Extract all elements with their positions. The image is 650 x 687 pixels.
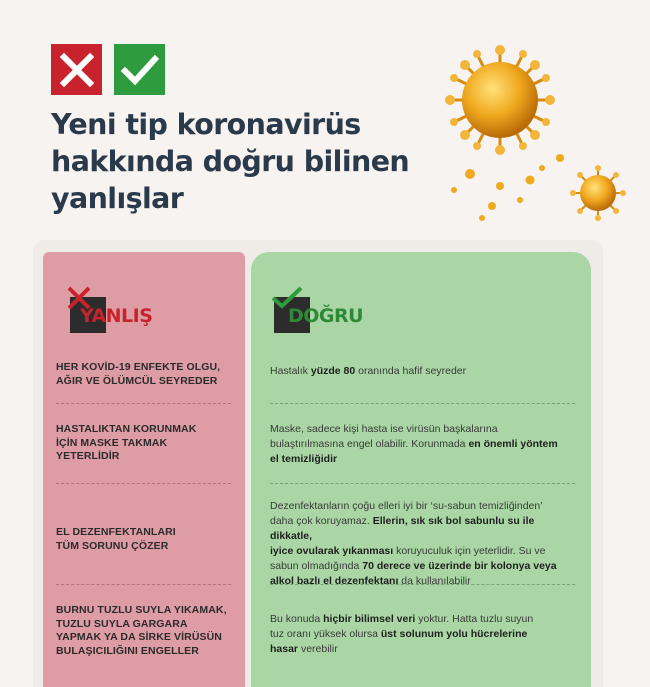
fact-line xyxy=(270,452,575,467)
fact-emphasis: Ellerin, sık sık bol sabunlu su ile dikkatle, xyxy=(270,515,535,542)
fact-item xyxy=(270,422,575,467)
header-badges xyxy=(51,44,165,95)
fact-text: Dezenfektanların çoğu elleri iyi bir ‘su-sabun temizliğinden’ xyxy=(270,500,543,512)
myth-line: YETERLİDİR xyxy=(56,450,120,462)
divider xyxy=(56,483,231,484)
fact-line xyxy=(270,422,575,437)
fact-text: Hastalık xyxy=(270,365,311,377)
fact-text: oranında hafif seyreder xyxy=(355,365,467,377)
divider xyxy=(56,584,231,585)
check-mark-icon xyxy=(121,53,159,87)
fact-text: daha çok koruyamaz. xyxy=(270,515,373,527)
divider xyxy=(270,584,575,585)
fact-line xyxy=(270,612,575,627)
divider xyxy=(270,403,575,404)
fact-header xyxy=(274,297,364,327)
fact-emphasis: el temizliğidir xyxy=(270,453,338,465)
myth-header-label: YANLIŞ xyxy=(80,305,153,327)
fact-line xyxy=(270,544,575,559)
fact-line xyxy=(270,364,575,379)
myth-line: YAPMAK YA DA SİRKE VİRÜSÜN xyxy=(56,631,222,643)
page-title xyxy=(51,106,431,217)
fact-text: da kullanılabilir xyxy=(398,575,471,587)
title-line: hakkında doğru bilinen xyxy=(51,145,410,178)
fact-line xyxy=(270,627,575,642)
fact-emphasis: hasar xyxy=(270,643,299,655)
fact-emphasis: en önemli yöntem xyxy=(468,438,558,450)
fact-emphasis: 70 derece ve üzerinde bir kolonya veya xyxy=(362,560,557,572)
myth-line: TUZLU SUYLA GARGARA xyxy=(56,617,188,630)
fact-emphasis: hiçbir bilimsel veri xyxy=(323,613,416,625)
myth-line: BULAŞICILIĞINI ENGELLER xyxy=(56,644,199,657)
fact-item xyxy=(270,612,575,657)
myth-line: AĞIR VE ÖLÜMCÜL SEYREDER xyxy=(56,374,218,387)
fact-text: verebilir xyxy=(298,643,338,655)
fact-header-label: DOĞRU xyxy=(288,305,364,327)
fact-text: sabun olmadığında xyxy=(270,560,363,572)
fact-line xyxy=(270,642,575,657)
myth-item xyxy=(56,526,236,553)
fact-line xyxy=(270,499,575,514)
fact-line xyxy=(270,574,575,589)
myth-header xyxy=(70,297,153,327)
fact-item xyxy=(270,364,575,379)
coronavirus-icon xyxy=(430,40,640,230)
divider xyxy=(56,403,231,404)
myth-item xyxy=(56,423,236,464)
myth-line: BURNU TUZLU SUYLA YIKAMAK, xyxy=(56,604,227,616)
myth-item xyxy=(56,361,236,388)
myth-line: HER KOVİD-19 ENFEKTE OLGU, xyxy=(56,361,221,373)
fact-item xyxy=(270,499,575,589)
fact-emphasis: alkol bazlı el dezenfektanı xyxy=(270,575,399,587)
fact-emphasis: üst solunum yolu hücrelerine xyxy=(380,628,528,640)
fact-text: Maske, sadece kişi hasta ise virüsün başkalarına xyxy=(270,423,498,435)
myth-line: EL DEZENFEKTANLARI xyxy=(56,526,176,538)
fact-text: Bu konuda xyxy=(270,613,324,625)
fact-text: tuz oranı yüksek olursa xyxy=(270,628,381,640)
myth-line: İÇİN MASKE TAKMAK xyxy=(56,436,168,449)
divider xyxy=(270,483,575,484)
fact-line xyxy=(270,437,575,452)
myth-line: TÜM SORUNU ÇÖZER xyxy=(56,539,169,552)
fact-text: yoktur. Hatta tuzlu suyun xyxy=(415,613,534,625)
myth-line: HASTALIKTAN KORUNMAK xyxy=(56,423,197,435)
x-mark-badge xyxy=(51,44,102,95)
title-line: Yeni tip koronavirüs xyxy=(51,108,361,141)
x-mark-icon xyxy=(59,52,95,88)
fact-emphasis: yüzde 80 xyxy=(310,365,356,377)
myth-item xyxy=(56,604,236,658)
check-mark-badge xyxy=(114,44,165,95)
title-line: yanlışlar xyxy=(51,182,184,215)
fact-emphasis: iyice ovularak yıkanması xyxy=(270,545,394,557)
fact-text: koruyuculuk için yeterlidir. Su ve xyxy=(393,545,546,557)
fact-line xyxy=(270,559,575,574)
fact-text: bulaştırılmasına engel olabilir. Korunmada xyxy=(270,438,469,450)
fact-line xyxy=(270,514,575,544)
